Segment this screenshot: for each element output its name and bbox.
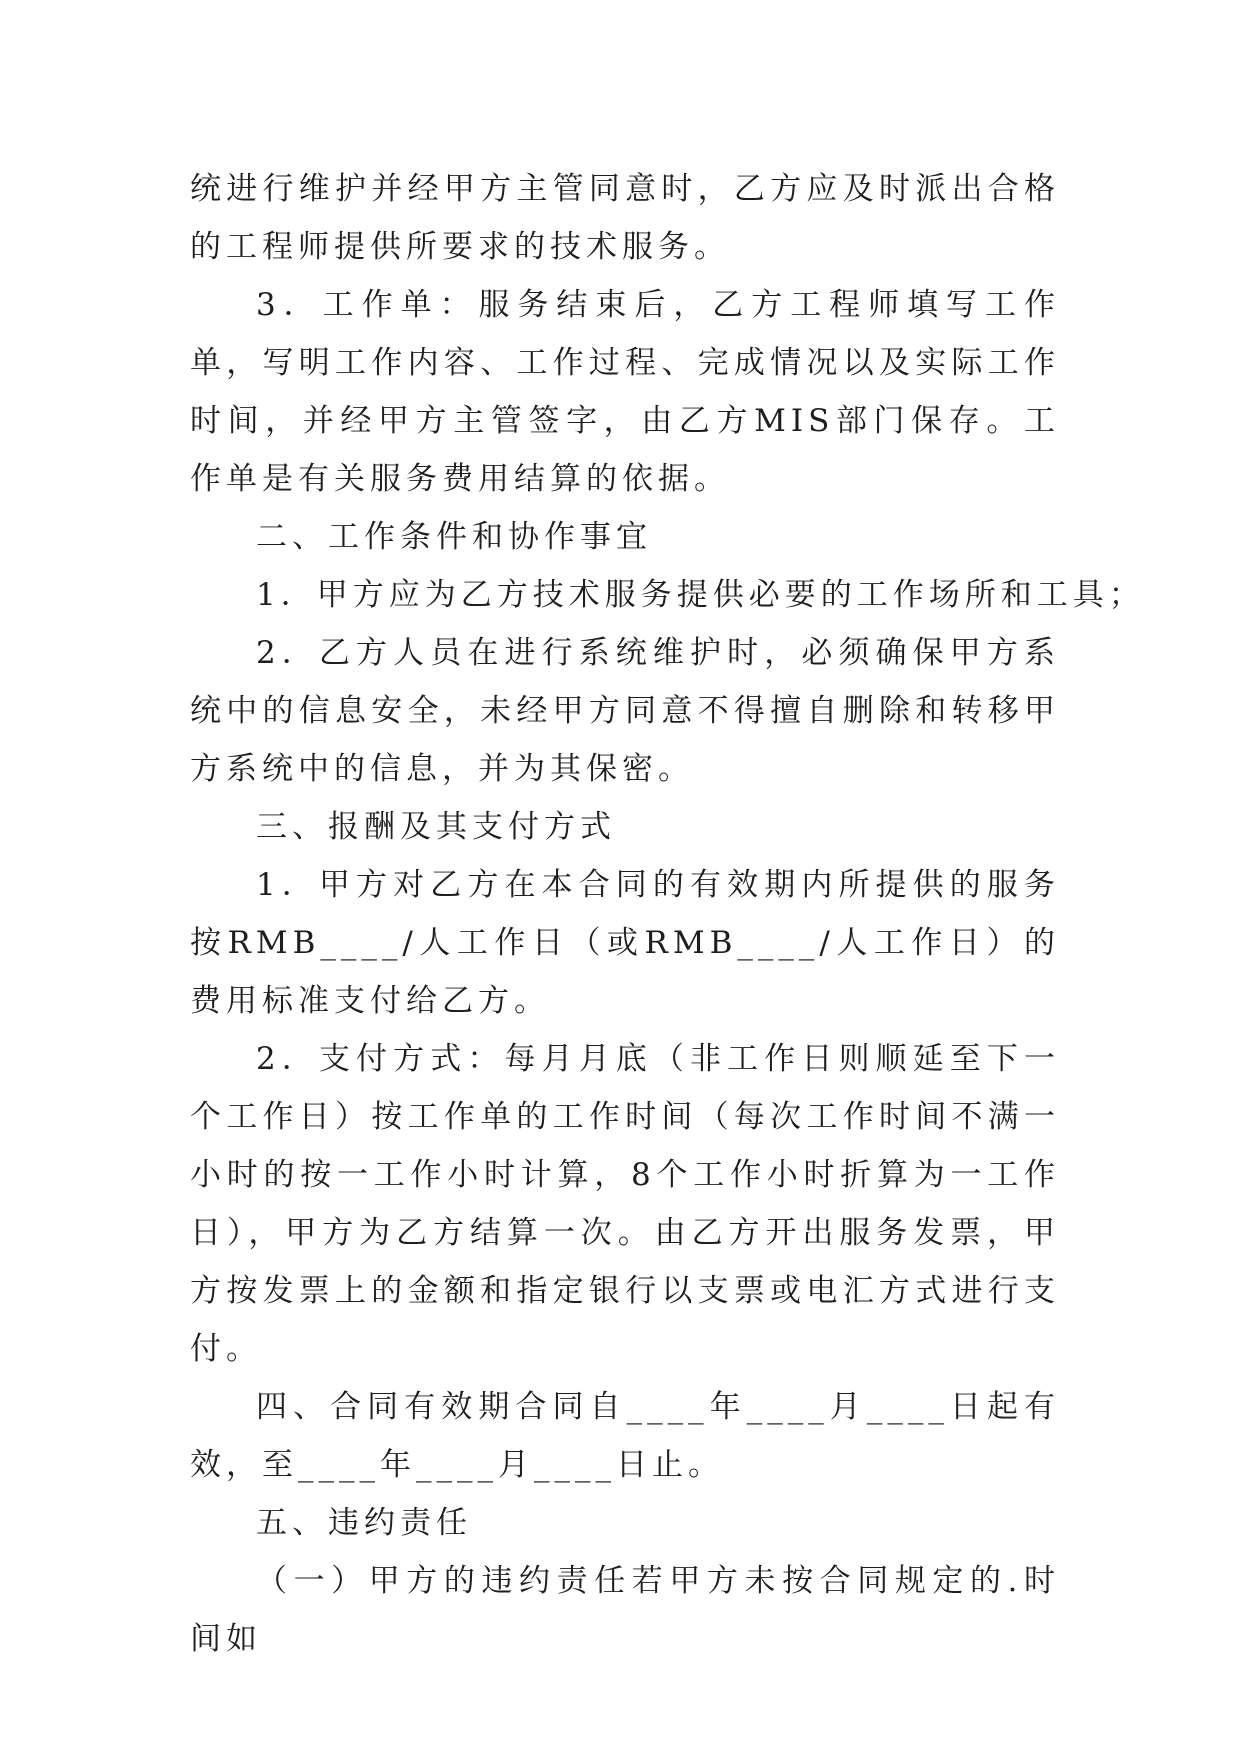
paragraph-work-order: 3．工作单：服务结束后，乙方工程师填写工作单，写明工作内容、工作过程、完成情况以及实际工作时间，并经甲方主管签字，由乙方MIS部门保存。工作单是有关服务费用结算的依据。: [190, 287, 1060, 497]
paragraph-party-a-liability: （一）甲方的违约责任若甲方未按合同规定的.时间如: [190, 1563, 1060, 1657]
paragraph-validity-period: 四、合同有效期合同自____年____月____日起有效，至____年____月____日止。: [190, 1389, 1060, 1483]
paragraph-info-security: 2．乙方人员在进行系统维护时，必须确保甲方系统中的信息安全，未经甲方同意不得擅自删除和转移甲方系统中的信息，并为其保密。: [190, 635, 1060, 787]
section-heading-liability: 五、违约责任: [256, 1505, 472, 1541]
paragraph-fee-standard: 1．甲方对乙方在本合同的有效期内所提供的服务按RMB____/人工作日（或RMB____/人工作日）的费用标准支付给乙方。: [190, 867, 1060, 1019]
section-heading-payment: 三、报酬及其支付方式: [256, 809, 616, 845]
paragraph-workplace-tools: 1．甲方应为乙方技术服务提供必要的工作场所和工具；: [256, 577, 1145, 613]
section-heading-work-conditions: 二、工作条件和协作事宜: [256, 519, 652, 555]
document-body: [190, 160, 1145, 1668]
paragraph-payment-method: 2．支付方式：每月月底（非工作日则顺延至下一个工作日）按工作单的工作时间（每次工作时间不满一小时的按一工作小时计算，8个工作小时折算为一工作日），甲方为乙方结算一次。由乙方开出服务发票，甲方按发票上的金额和指定银行以支票或电汇方式进行支付。: [190, 1041, 1060, 1367]
paragraph-continuation: 统进行维护并经甲方主管同意时，乙方应及时派出合格的工程师提供所要求的技术服务。: [190, 171, 1060, 265]
